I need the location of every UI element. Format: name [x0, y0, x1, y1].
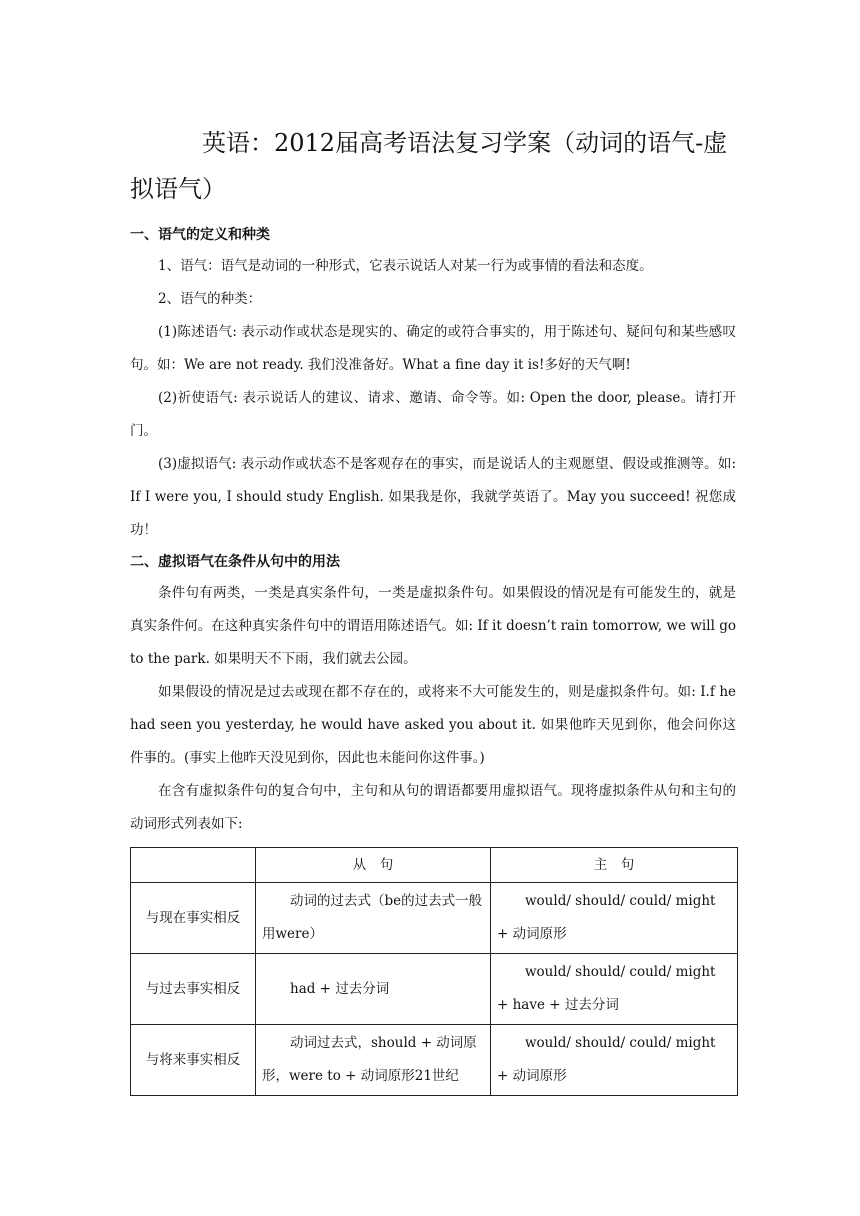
section1-para-1: 1、语气：语气是动词的一种形式，它表示说话人对某一行为或事情的看法和态度。: [158, 258, 653, 274]
section1-para-3: (1)陈述语气: 表示动作或状态是现实的、确定的或符合事实的，用于陈述句、疑问句和某些感叹句。如：We are not ready. 我们没准备好。What a fine day it is!多好的天气啊!: [130, 324, 736, 373]
table-header-cell: [131, 848, 256, 883]
table-cell: would/ should/ could/ might + 动词原形: [491, 1025, 738, 1096]
table-cell: 与过去事实相反: [131, 954, 256, 1025]
table-header-cell: 主 句: [491, 848, 738, 883]
table-header-cell: 从 句: [256, 848, 491, 883]
conditional-table: [130, 847, 738, 1096]
section1-para-5: (3)虚拟语气: 表示动作或状态不是客观存在的事实，而是说话人的主观愿望、假设或推测等。如: If I were you, I should study English. 如果我是你，我就学英语了。May you succeed! 祝您成功！: [130, 456, 736, 538]
table-cell: had + 过去分词: [256, 954, 491, 1025]
document-body: [130, 220, 736, 1096]
section2-para-2: 如果假设的情况是过去或现在都不存在的，或将来不大可能发生的，则是虚拟条件句。如: I.f he had seen you yesterday, he would have asked you about it. 如果他昨天见到你，他会问你这件事的。(事实上他昨天没见到你，因此也未能问你这件事。): [130, 684, 736, 766]
table-row: [131, 883, 738, 954]
section2-heading: 二、虚拟语气在条件从句中的用法: [130, 554, 340, 570]
table-cell: 与将来事实相反: [131, 1025, 256, 1096]
table-header-row: [131, 848, 738, 883]
table-row: [131, 1025, 738, 1096]
table-cell: 与现在事实相反: [131, 883, 256, 954]
section2-para-3: 在含有虚拟条件句的复合句中，主句和从句的谓语都要用虚拟语气。现将虚拟条件从句和主句的动词形式列表如下:: [130, 783, 736, 832]
section1-heading: 一、语气的定义和种类: [130, 227, 270, 243]
section1-para-2: 2、语气的种类：: [158, 291, 262, 307]
table-cell: would/ should/ could/ might + have + 过去分词: [491, 954, 738, 1025]
document-title: 英语：2012届高考语法复习学案（动词的语气-虚拟语气）: [130, 129, 728, 203]
table-cell: would/ should/ could/ might + 动词原形: [491, 883, 738, 954]
table-cell: 动词的过去式（be的过去式一般用were）: [256, 883, 491, 954]
table-row: [131, 954, 738, 1025]
section1-para-4: (2)祈使语气: 表示说话人的建议、请求、邀请、命令等。如: Open the door, please。请打开门。: [130, 390, 736, 439]
section2-para-1: 条件句有两类，一类是真实条件句，一类是虚拟条件句。如果假设的情况是有可能发生的，就是真实条件何。在这种真实条件句中的谓语用陈述语气。如: If it doesn’t rain tomorrow, we will go to the park. 如果明天不下雨，我们就去公园。: [130, 585, 736, 667]
table-cell: 动词过去式，should + 动词原形，were to + 动词原形21世纪: [256, 1025, 491, 1096]
